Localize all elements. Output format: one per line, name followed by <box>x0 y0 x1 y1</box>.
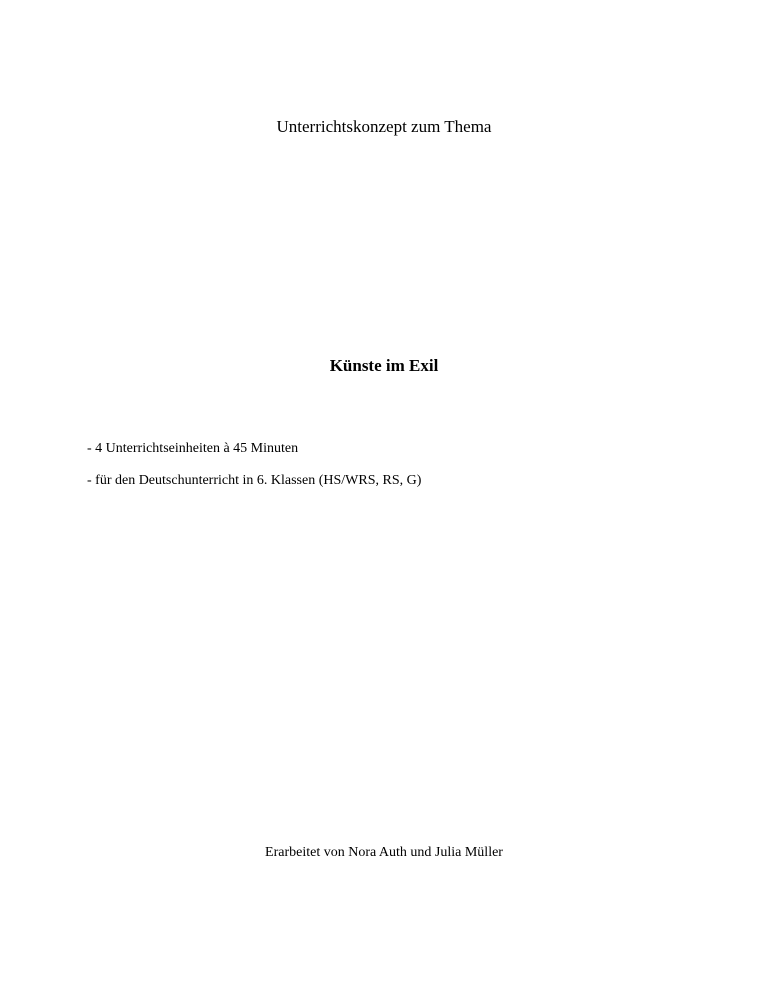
document-subtitle: Unterrichtskonzept zum Thema <box>276 117 492 136</box>
author-line: Erarbeitet von Nora Auth und Julia Müller <box>265 845 503 860</box>
detail-item-duration: - 4 Unterrichtseinheiten à 45 Minuten <box>87 441 299 456</box>
document-title: Künste im Exil <box>329 356 439 375</box>
detail-item-audience: - für den Deutschunterricht in 6. Klassen (HS/WRS, RS, G) <box>87 473 422 488</box>
details-list <box>87 440 687 504</box>
